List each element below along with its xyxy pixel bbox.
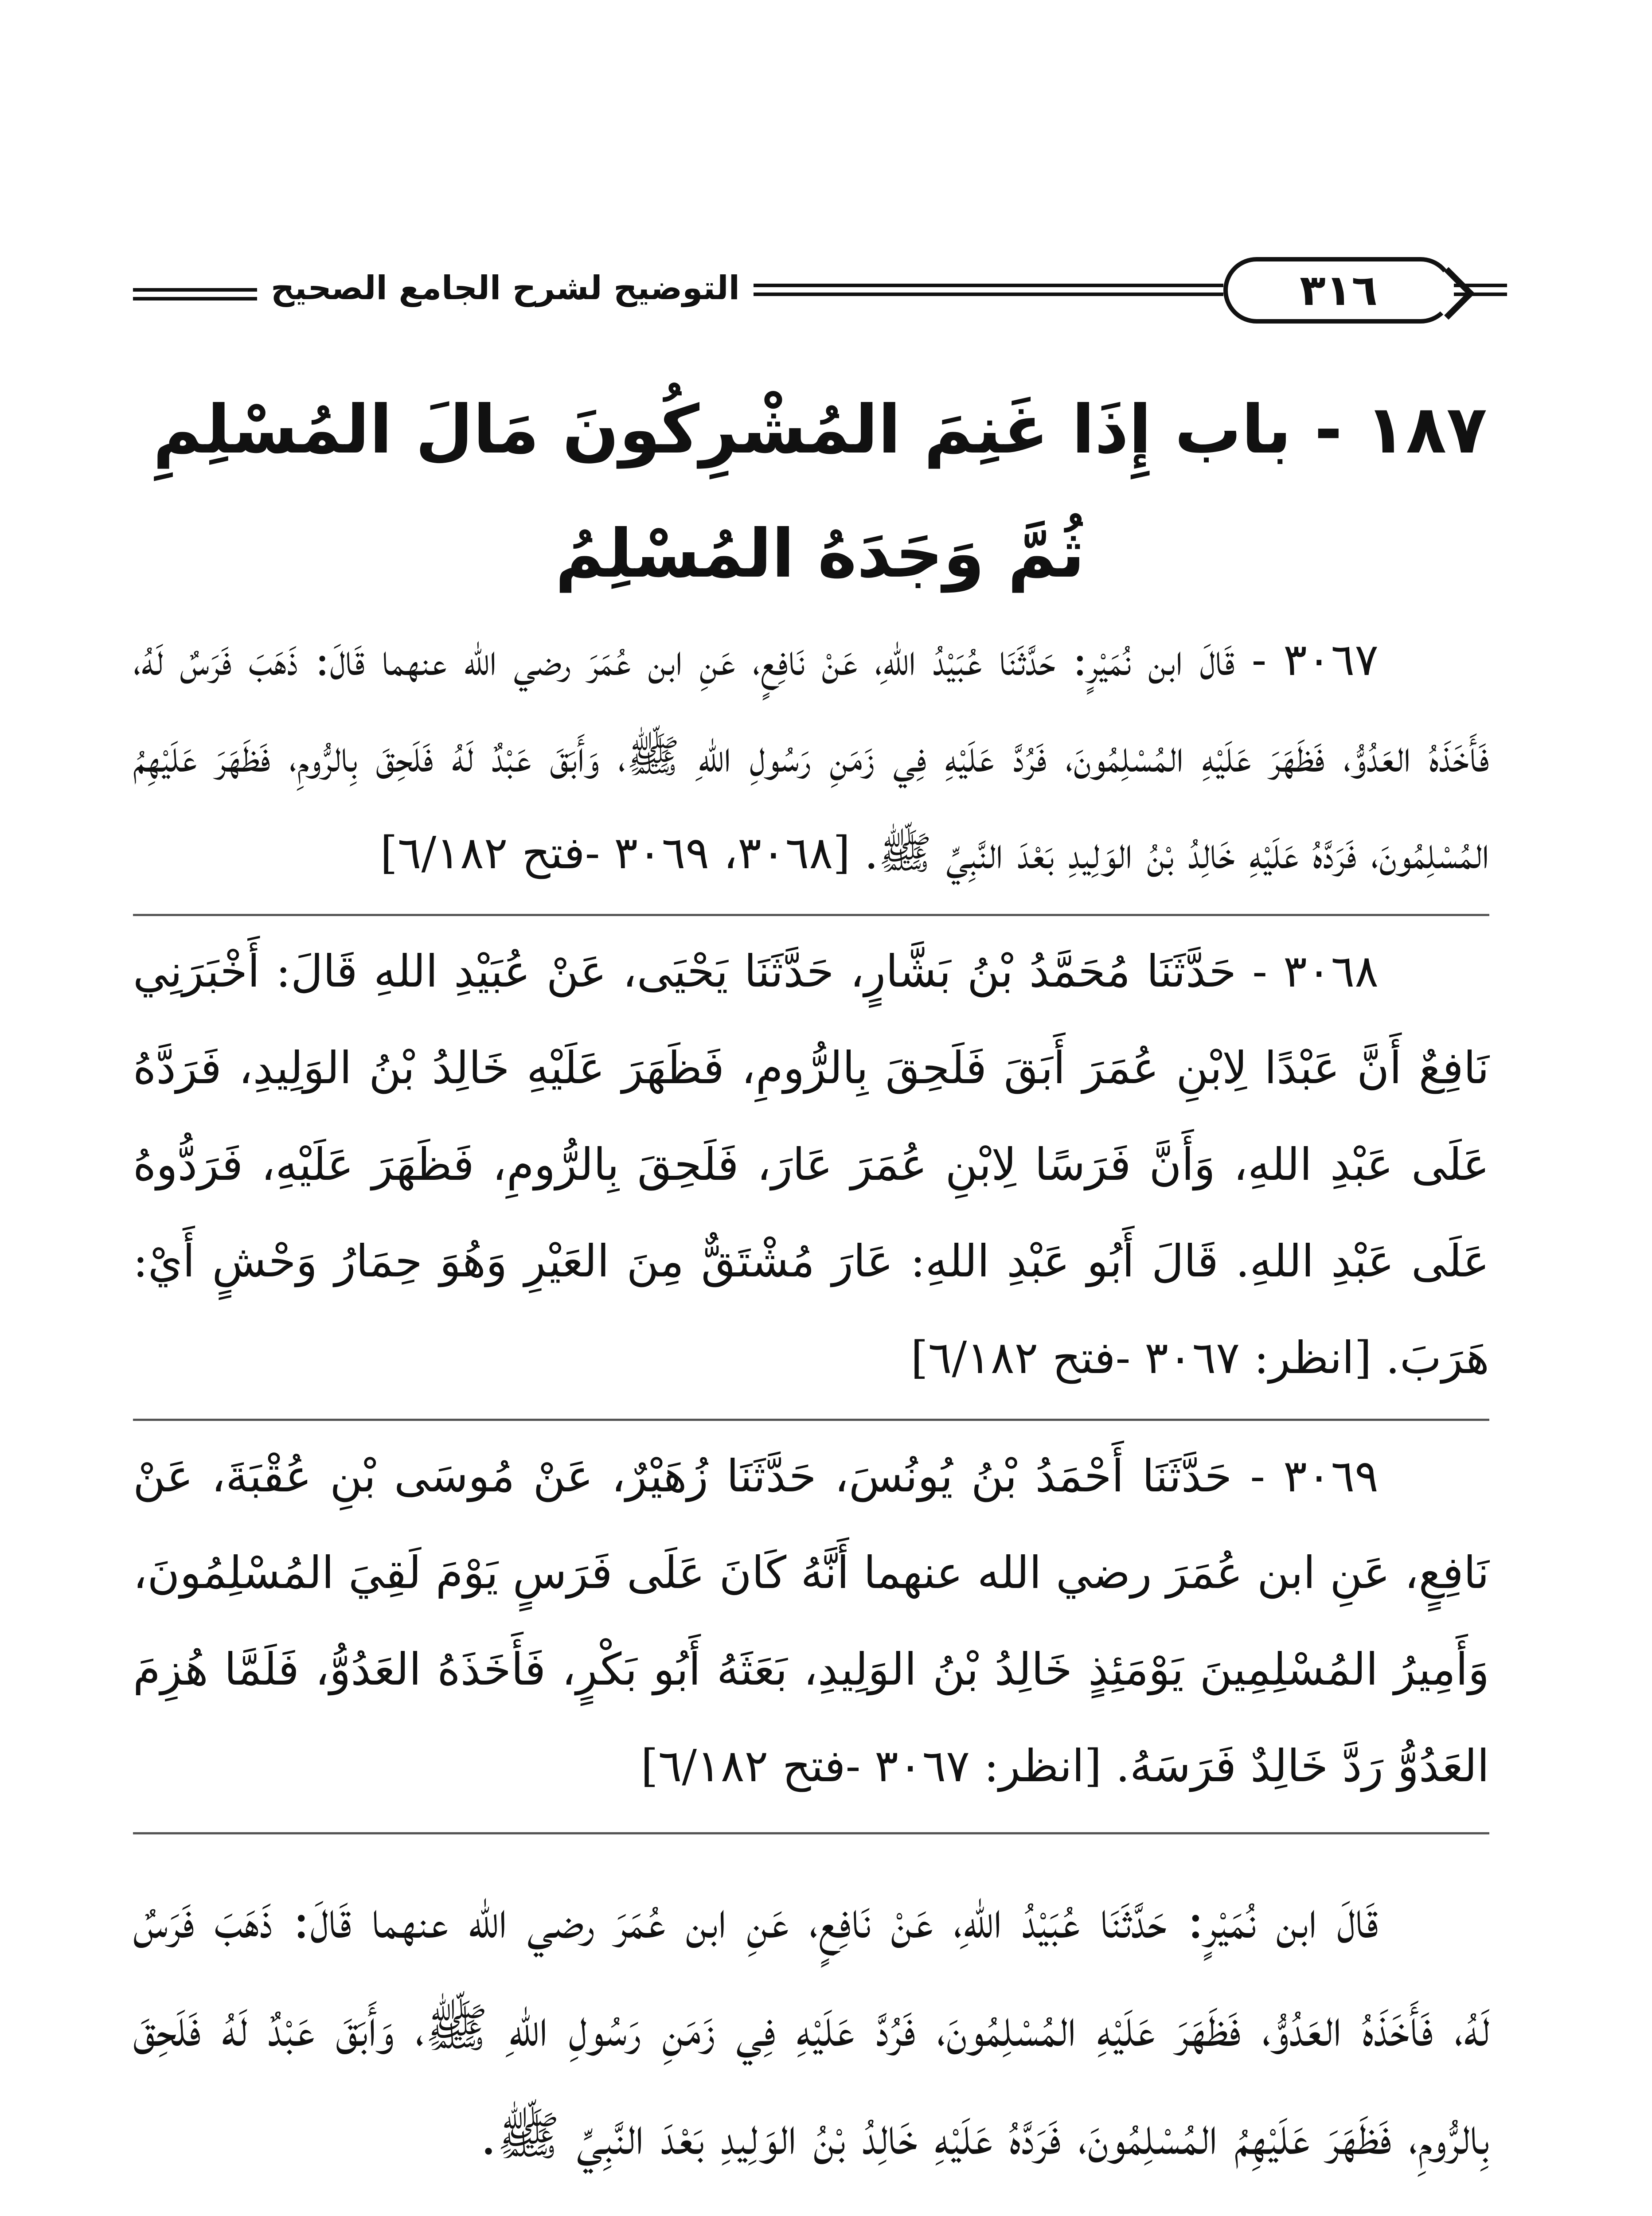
hadith-3068	[133, 914, 1489, 1406]
hadith-text: - قَالَ ابن نُمَيْرٍ: حَدَّثَنَا عُبَيْدُ اللهِ، عَنْ نَافِعٍ، عَنِ ابن عُمَرَ رضي الله عنهما قَالَ: ذَهَبَ فَرَسٌ لَهُ، فَأَخَذَهُ العَدُوُّ، فَظَهَرَ عَلَيْهِ المُسْلِمُونَ، فَرُدَّ عَلَيْهِ فِي زَمَنِ رَسُولِ اللهِ ﷺ، وَأَبَقَ عَبْدٌ لَهُ فَلَحِقَ بِالرُّومِ، فَظَهَرَ عَلَيْهِمُ المُسْلِمُونَ، فَرَدَّهُ عَلَيْهِ خَالِدُ بْنُ الوَلِيدِ بَعْدَ النَّبِيِّ ﷺ.	[133, 634, 1489, 879]
hadith-3067	[133, 612, 1489, 901]
header-rule-right	[1454, 284, 1507, 287]
hadith-number: ٣٠٦٨	[1283, 945, 1379, 997]
header-rule-left	[133, 288, 257, 292]
chapter-heading-line-2: ثُمَّ وَجَدَهُ المُسْلِمُ	[555, 515, 1085, 593]
hadith-number: ٣٠٦٩	[1283, 1450, 1379, 1502]
running-header	[133, 239, 1494, 346]
hadith-number: ٣٠٦٧	[1283, 634, 1379, 686]
hadith-reference: [٣٠٦٨، ٣٠٦٩ -فتح ٦/١٨٢]	[380, 827, 851, 879]
hadith-3069	[133, 1419, 1489, 1814]
hadith-reference: [انظر: ٣٠٦٧ -فتح ٦/١٨٢]	[640, 1740, 1102, 1792]
hadith-text: - حَدَّثَنَا أَحْمَدُ بْنُ يُونُسَ، حَدَّثَنَا زُهَيْرٌ، عَنْ مُوسَى بْنِ عُقْبَةَ، عَنْ نَافِعٍ، عَنِ ابن عُمَرَ رضي الله عنهما أَنَّهُ كَانَ عَلَى فَرَسٍ يَوْمَ لَقِيَ المُسْلِمُونَ، وَأَمِيرُ المُسْلِمِينَ يَوْمَئِذٍ خَالِدُ بْنُ الوَلِيدِ، بَعَثَهُ أَبُو بَكْرٍ، فَأَخَذَهُ العَدُوُّ، فَلَمَّا هُزِمَ العَدُوُّ رَدَّ خَالِدٌ فَرَسَهُ.	[133, 1450, 1489, 1792]
commentary-section	[133, 1832, 1489, 2216]
running-title: التوضيح لشرح الجامع الصحيح	[270, 269, 740, 307]
commentary-paragraph	[133, 2212, 1489, 2216]
chapter-heading	[133, 368, 1507, 616]
chapter-heading-line-1: ١٨٧ - باب إِذَا غَنِمَ المُشْرِكُونَ مَالَ المُسْلِمِ	[153, 391, 1487, 468]
hadith-reference: [انظر: ٣٠٦٧ -فتح ٦/١٨٢]	[910, 1332, 1372, 1384]
page-number: ٣١٦	[1223, 257, 1454, 324]
header-rule-middle	[754, 284, 1223, 287]
hadith-text: - حَدَّثَنَا مُحَمَّدُ بْنُ بَشَّارٍ، حَدَّثَنَا يَحْيَى، عَنْ عُبَيْدِ اللهِ قَالَ: أَخْبَرَنِي نَافِعٌ أَنَّ عَبْدًا لِابْنِ عُمَرَ أَبَقَ فَلَحِقَ بِالرُّومِ، فَظَهَرَ عَلَيْهِ خَالِدُ بْنُ الوَلِيدِ، فَرَدَّهُ عَلَى عَبْدِ اللهِ، وَأَنَّ فَرَسًا لِابْنِ عُمَرَ عَارَ، فَلَحِقَ بِالرُّومِ، فَظَهَرَ عَلَيْهِ، فَرَدُّوهُ عَلَى عَبْدِ اللهِ. قَالَ أَبُو عَبْدِ اللهِ: عَارَ مُشْتَقٌّ مِنَ العَيْرِ وَهُوَ حِمَارُ وَحْشٍ أَيْ: هَرَبَ.	[133, 945, 1489, 1384]
commentary-paragraph: قَالَ ابن نُمَيْرٍ: حَدَّثَنَا عُبَيْدُ اللهِ، عَنْ نَافِعٍ، عَنِ ابن عُمَرَ رضي الله عنهما قَالَ: ذَهَبَ فَرَسٌ لَهُ، فَأَخَذَهُ العَدُوُّ، فَظَهَرَ عَلَيْهِ المُسْلِمُونَ، فَرُدَّ عَلَيْهِ فِي زَمَنِ رَسُولِ اللهِ ﷺ، وَأَبَقَ عَبْدٌ لَهُ فَلَحِقَ بِالرُّومِ، فَظَهَرَ عَلَيْهِمُ المُسْلِمُونَ، فَرَدَّهُ عَلَيْهِ خَالِدُ بْنُ الوَلِيدِ بَعْدَ النَّبِيِّ ﷺ.	[133, 1889, 1489, 2166]
page-content	[133, 612, 1489, 2216]
